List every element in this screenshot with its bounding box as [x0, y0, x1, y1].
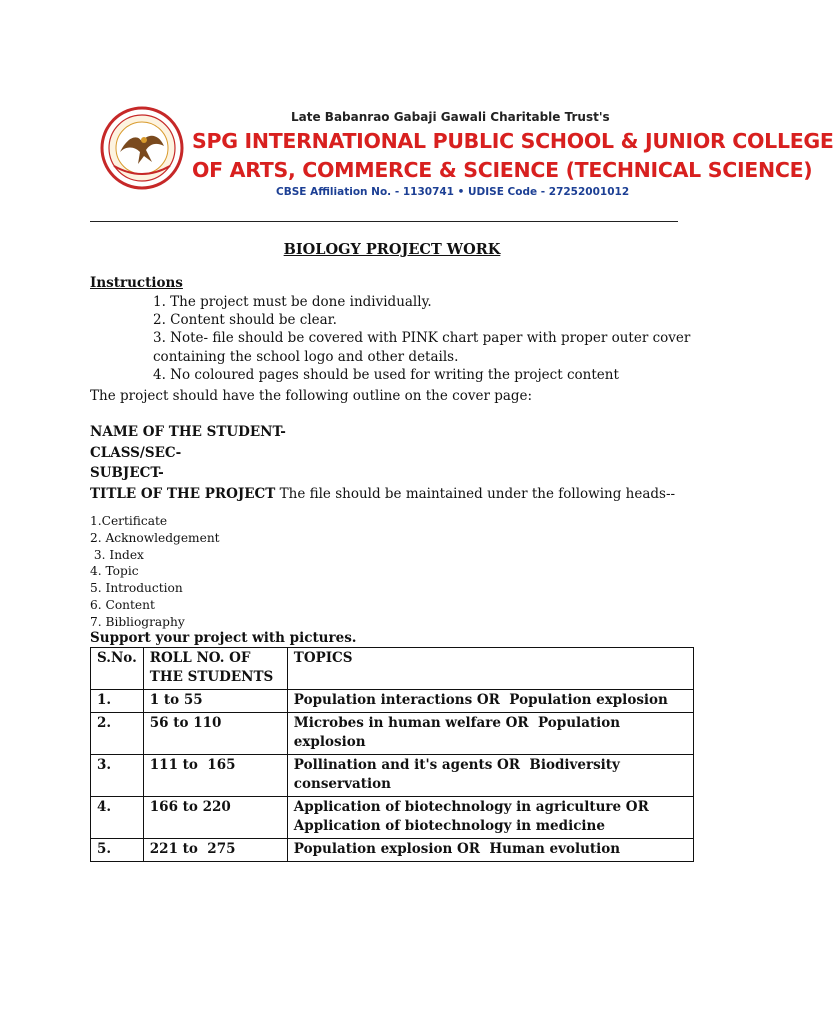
- table-row: [91, 797, 694, 839]
- page-title: BIOLOGY PROJECT WORK: [283, 241, 501, 258]
- instructions-heading: Instructions: [90, 275, 183, 291]
- list-item: 6. Content: [90, 597, 155, 612]
- cell-sno: 2.: [91, 713, 144, 755]
- field-student-name: NAME OF THE STUDENT-: [90, 424, 286, 440]
- list-item: 1.Certificate: [90, 514, 168, 528]
- cell-sno: 4.: [91, 797, 144, 839]
- list-item: 3. Index: [90, 547, 144, 562]
- header-divider: [90, 221, 678, 222]
- instructions-list: [153, 293, 693, 384]
- cell-roll: 221 to 275: [143, 839, 287, 862]
- cell-topic: Population explosion OR Human evolution: [287, 839, 693, 862]
- trust-name: Late Babanrao Gabaji Gawali Charitable Trust's: [291, 110, 610, 124]
- header-roll-no: ROLL NO. OF THE STUDENTS: [143, 648, 287, 690]
- table-row: [91, 713, 694, 755]
- cell-roll: 1 to 55: [143, 690, 287, 713]
- instruction-item: 4. No coloured pages should be used for writing the project content: [153, 366, 619, 383]
- table-row: [91, 690, 694, 713]
- school-name-line2: OF ARTS, COMMERCE & SCIENCE (TECHNICAL SCIENCE): [192, 158, 813, 182]
- school-name-line1: SPG INTERNATIONAL PUBLIC SCHOOL & JUNIOR COLLEGE: [192, 129, 834, 153]
- list-item: 5. Introduction: [90, 581, 183, 596]
- list-item: 7. Bibliography: [90, 614, 185, 629]
- header-sno: S.No.: [91, 648, 144, 690]
- cover-fields: [90, 422, 675, 504]
- cell-topic: Application of biotechnology in agriculture OR Application of biotechnology in medicine: [287, 797, 693, 839]
- cell-topic: Pollination and it's agents OR Biodiversity conservation: [287, 755, 693, 797]
- table-row: [91, 839, 694, 862]
- project-title-label: TITLE OF THE PROJECT: [90, 485, 276, 502]
- file-heads-list: [90, 513, 220, 631]
- instruction-item: 3. Note- file should be covered with PINK chart paper with proper outer cover containing the school logo and other details.: [153, 330, 691, 365]
- support-note: Support your project with pictures.: [90, 630, 357, 646]
- field-project-title: [90, 484, 675, 505]
- cell-sno: 3.: [91, 755, 144, 797]
- list-item: 4. Topic: [90, 564, 139, 579]
- cover-outline-text: The project should have the following outline on the cover page:: [90, 388, 533, 404]
- heads-note: The file should be maintained under the following heads--: [275, 485, 676, 502]
- instruction-item: 1. The project must be done individually.: [153, 294, 432, 310]
- cell-sno: 1.: [91, 690, 144, 713]
- school-crest-icon: [100, 106, 184, 190]
- cell-roll: 111 to 165: [143, 755, 287, 797]
- cell-roll: 166 to 220: [143, 797, 287, 839]
- table-row: [91, 755, 694, 797]
- table-header-row: [91, 648, 694, 690]
- affiliation-line: CBSE Affiliation No. - 1130741 • UDISE Code - 27252001012: [276, 186, 630, 198]
- cell-sno: 5.: [91, 839, 144, 862]
- cell-topic: Microbes in human welfare OR Population explosion: [287, 713, 693, 755]
- instruction-item: 2. Content should be clear.: [153, 312, 337, 329]
- field-subject: SUBJECT-: [90, 465, 164, 481]
- cell-roll: 56 to 110: [143, 713, 287, 755]
- topics-table: [90, 647, 694, 862]
- cell-topic: Population interactions OR Population explosion: [287, 690, 693, 713]
- header-topics: TOPICS: [287, 648, 693, 690]
- field-class-sec: CLASS/SEC-: [90, 444, 182, 461]
- list-item: 2. Acknowledgement: [90, 530, 220, 545]
